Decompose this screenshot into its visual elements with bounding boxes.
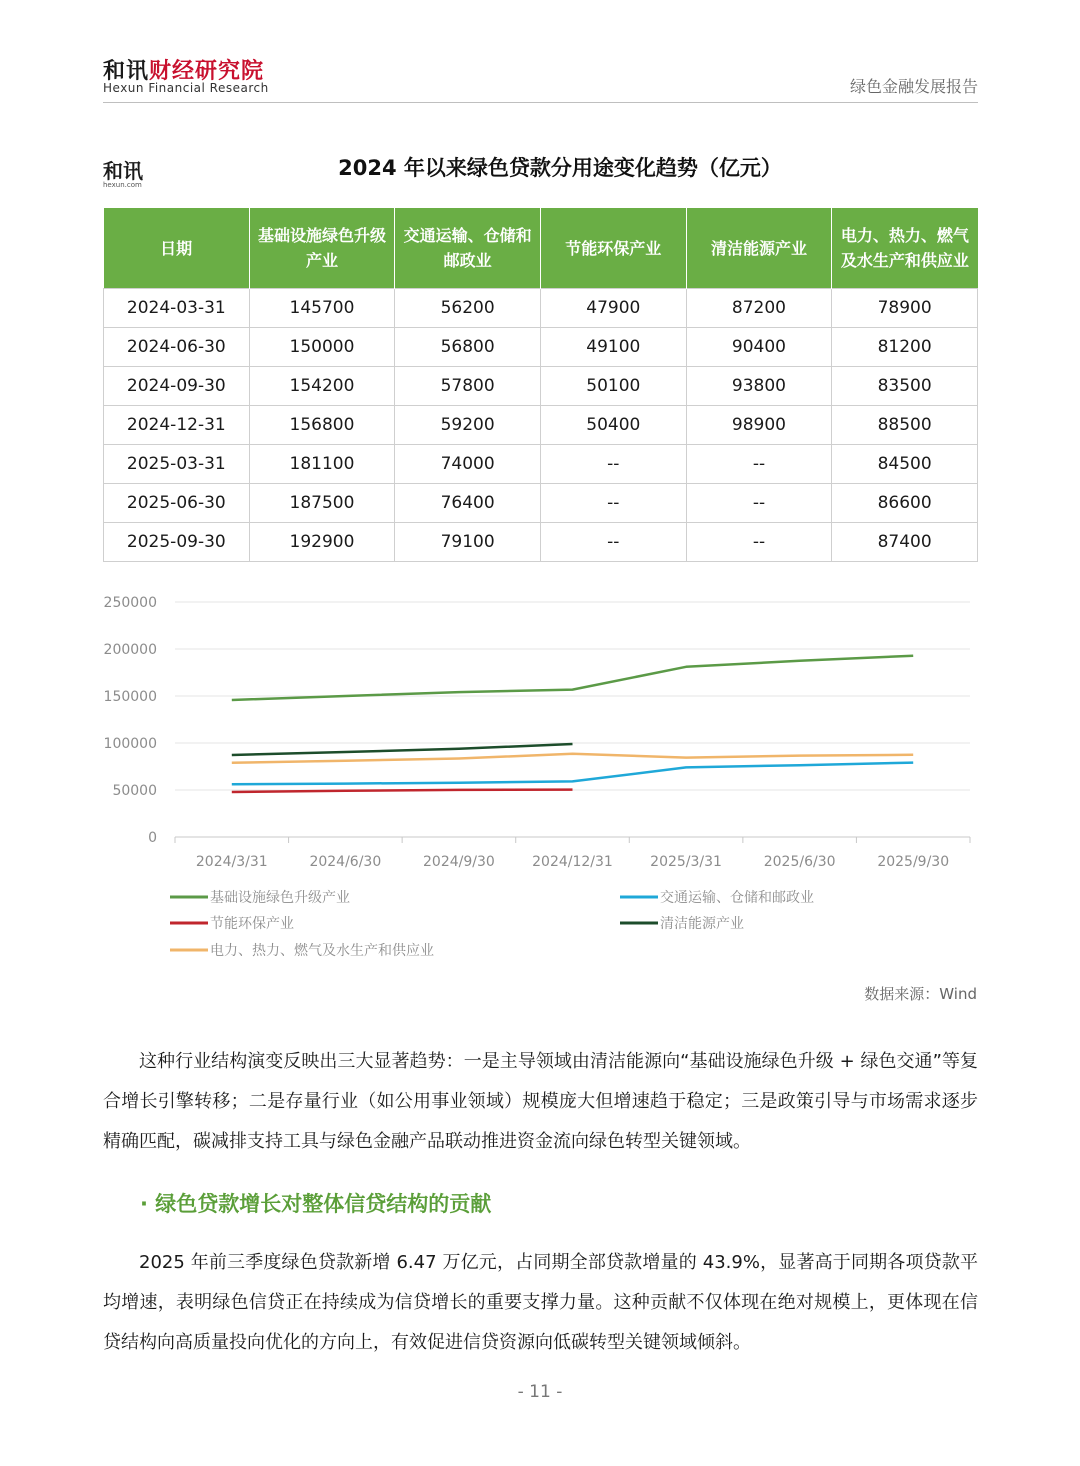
series-line [232, 656, 913, 700]
table-cell: 192900 [249, 523, 395, 562]
table-header-cell: 交通运输、仓储和邮政业 [395, 208, 541, 289]
legend-label: 电力、热力、燃气及水生产和供应业 [210, 943, 434, 959]
table-cell: 56800 [395, 328, 541, 367]
table-cell: 50100 [540, 367, 686, 406]
table-cell: 156800 [249, 406, 395, 445]
table-header-cell: 电力、热力、燃气及水生产和供应业 [832, 208, 978, 289]
table-header-cell: 清洁能源产业 [686, 208, 832, 289]
table-cell: 81200 [832, 328, 978, 367]
table-cell: 2024-12-31 [104, 406, 250, 445]
series-line [232, 754, 913, 763]
table-cell: 154200 [249, 367, 395, 406]
table-cell: -- [540, 484, 686, 523]
table-cell: -- [686, 484, 832, 523]
table-cell: 2024-03-31 [104, 289, 250, 328]
table-cell: 56200 [395, 289, 541, 328]
table-cell: 59200 [395, 406, 541, 445]
table-row [104, 484, 978, 523]
hexun-logo-english: Hexun Financial Research [103, 81, 269, 95]
table-cell: 90400 [686, 328, 832, 367]
table-row [104, 367, 978, 406]
y-tick-label: 150000 [103, 689, 157, 705]
x-tick-label: 2024/9/30 [423, 854, 495, 870]
y-tick-label: 200000 [103, 642, 157, 658]
table-cell: 181100 [249, 445, 395, 484]
table-cell: 83500 [832, 367, 978, 406]
table-cell: 47900 [540, 289, 686, 328]
table-cell: 187500 [249, 484, 395, 523]
table-cell: 2025-03-31 [104, 445, 250, 484]
table-cell: 87400 [832, 523, 978, 562]
table-cell: -- [686, 445, 832, 484]
page-header [103, 54, 978, 103]
table-cell: 98900 [686, 406, 832, 445]
table-cell: 79100 [395, 523, 541, 562]
table-cell: 150000 [249, 328, 395, 367]
legend-label: 基础设施绿色升级产业 [210, 890, 350, 906]
hexun-logo: 和讯财经研究院 [103, 59, 265, 84]
table-cell: 2024-09-30 [104, 367, 250, 406]
table-cell: 78900 [832, 289, 978, 328]
x-tick-label: 2025/6/30 [763, 854, 836, 870]
table-header-cell: 节能环保产业 [540, 208, 686, 289]
table-row [104, 406, 978, 445]
table-cell: 57800 [395, 367, 541, 406]
y-tick-label: 250000 [103, 595, 157, 611]
table-cell: 86600 [832, 484, 978, 523]
report-name: 绿色金融发展报告 [849, 77, 978, 96]
table-cell: 2025-09-30 [104, 523, 250, 562]
x-tick-label: 2024/12/31 [532, 854, 613, 870]
table-cell: 87200 [686, 289, 832, 328]
table-row [104, 289, 978, 328]
green-loan-line-chart [95, 585, 985, 965]
table-cell: 93800 [686, 367, 832, 406]
y-tick-label: 0 [148, 830, 157, 846]
table-header-cell: 日期 [104, 208, 250, 289]
x-tick-label: 2025/3/31 [650, 854, 722, 870]
table-cell: 2024-06-30 [104, 328, 250, 367]
data-source: 数据来源：Wind [864, 985, 977, 1003]
paragraph-contribution: 2025 年前三季度绿色贷款新增 6.47 万亿元，占同期全部贷款增量的 43.9%，显著高于同期各项贷款平均增速，表明绿色信贷正在持续成为信贷增长的重要支撑力量。这种贡献不仅体现在绝对规模上，更体现在信贷结构向高质量投向优化的方向上，有效促进信贷资源向低碳转型关键领域倾斜。 [103, 1252, 978, 1353]
legend-label: 交通运输、仓储和邮政业 [660, 890, 814, 906]
table-cell: 88500 [832, 406, 978, 445]
table-row [104, 523, 978, 562]
paragraph-trends: 这种行业结构演变反映出三大显著趋势：一是主导领域由清洁能源向“基础设施绿色升级 + 绿色交通”等复合增长引擎转移；二是存量行业（如公用事业领域）规模庞大但增速趋于稳定；三是政策引导与市场需求逐步精确匹配，碳减排支持工具与绿色金融产品联动推进资金流向绿色转型关键领域。 [103, 1051, 978, 1152]
legend-label: 清洁能源产业 [660, 916, 744, 932]
table-logo: 和讯 hexun.com [103, 159, 143, 189]
legend-label: 节能环保产业 [210, 916, 294, 932]
series-line [232, 763, 913, 785]
table-cell: 50400 [540, 406, 686, 445]
x-tick-label: 2024/3/31 [195, 854, 268, 870]
page-number: - 11 - [517, 1382, 563, 1402]
table-cell: 145700 [249, 289, 395, 328]
table-cell: 84500 [832, 445, 978, 484]
series-line [232, 744, 573, 755]
table-cell: -- [686, 523, 832, 562]
table-cell: -- [540, 523, 686, 562]
table-header-cell: 基础设施绿色升级产业 [249, 208, 395, 289]
section-title: · 绿色贷款增长对整体信贷结构的贡献 [140, 1192, 492, 1216]
x-tick-label: 2024/6/30 [309, 854, 382, 870]
table-header-row [104, 208, 978, 289]
table-row [104, 445, 978, 484]
y-tick-label: 50000 [112, 783, 157, 799]
table-cell: 74000 [395, 445, 541, 484]
green-loan-table [103, 208, 978, 562]
y-tick-label: 100000 [103, 736, 157, 752]
x-tick-label: 2025/9/30 [877, 854, 950, 870]
table-cell: 49100 [540, 328, 686, 367]
table-title: 2024 年以来绿色贷款分用途变化趋势（亿元） [338, 156, 782, 180]
table-cell: 2025-06-30 [104, 484, 250, 523]
table-row [104, 328, 978, 367]
table-cell: -- [540, 445, 686, 484]
table-cell: 76400 [395, 484, 541, 523]
